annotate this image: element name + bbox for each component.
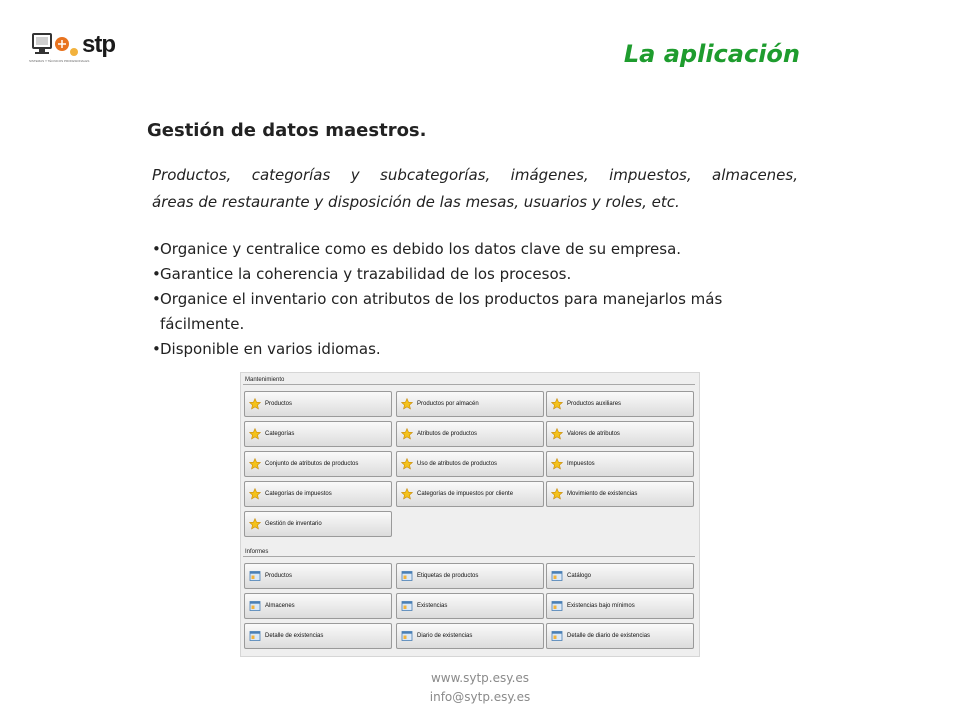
button-atributos-de-productos[interactable] bbox=[396, 421, 544, 447]
button-impuestos[interactable] bbox=[546, 451, 694, 477]
button-label: Productos por almacén bbox=[417, 401, 479, 407]
report-icon bbox=[249, 630, 261, 642]
star-icon bbox=[401, 458, 413, 470]
star-icon bbox=[551, 398, 563, 410]
footer-email[interactable]: info@sytp.esy.es bbox=[429, 690, 531, 704]
star-icon bbox=[249, 428, 261, 440]
button-etiquetas-de-productos[interactable] bbox=[396, 563, 544, 589]
button-label: Productos bbox=[265, 401, 293, 407]
group-label-mantenimiento: Mantenimiento bbox=[245, 377, 285, 383]
feature-item: • Organice y centralice como es debido los datos clave de su empresa. bbox=[152, 237, 798, 262]
report-icon bbox=[401, 630, 413, 642]
button-productos-auxiliares[interactable] bbox=[546, 391, 694, 417]
button-label: Etiquetas de productos bbox=[417, 573, 479, 579]
star-icon bbox=[249, 398, 261, 410]
star-icon bbox=[249, 518, 261, 530]
logo-wordmark: stp bbox=[82, 31, 115, 58]
button-categorias[interactable] bbox=[244, 421, 392, 447]
button-productos-por-almacen[interactable] bbox=[396, 391, 544, 417]
feature-item: • Organice el inventario con atributos de los productos para manejarlos más fácilmente. bbox=[152, 287, 798, 337]
feature-item: • Garantice la coherencia y trazabilidad de los procesos. bbox=[152, 262, 798, 287]
button-label: Uso de atributos de productos bbox=[417, 461, 498, 467]
group-divider bbox=[243, 556, 695, 557]
button-label: Productos auxiliares bbox=[567, 401, 622, 407]
button-label: Impuestos bbox=[567, 461, 595, 467]
intro-line: Productos, categorías y subcategorías, imágenes, impuestos, almacenes, bbox=[152, 166, 798, 184]
button-catalogo[interactable] bbox=[546, 563, 694, 589]
logo-tagline: SISTEMAS Y TÉCNICOS PROFESIONALES bbox=[29, 59, 90, 63]
button-label: Movimiento de existencias bbox=[567, 491, 638, 497]
button-existencias-bajo-minimos[interactable] bbox=[546, 593, 694, 619]
button-label: Categorías bbox=[265, 431, 295, 437]
button-categorias-impuestos-cliente[interactable] bbox=[396, 481, 544, 507]
footer bbox=[400, 669, 560, 707]
report-icon bbox=[249, 600, 261, 612]
button-label: Valores de atributos bbox=[567, 431, 620, 437]
intro-line: áreas de restaurante y disposición de las mesas, usuarios y roles, etc. bbox=[152, 193, 680, 211]
report-icon bbox=[551, 600, 563, 612]
button-diario-de-existencias[interactable] bbox=[396, 623, 544, 649]
button-label: Conjunto de atributos de productos bbox=[265, 461, 359, 467]
report-icon bbox=[401, 570, 413, 582]
button-gestion-de-inventario[interactable] bbox=[244, 511, 392, 537]
report-icon bbox=[551, 630, 563, 642]
group-label-informes: Informes bbox=[245, 549, 269, 555]
button-label: Gestión de inventario bbox=[265, 521, 322, 527]
button-valores-de-atributos[interactable] bbox=[546, 421, 694, 447]
button-label: Detalle de existencias bbox=[265, 633, 324, 639]
button-detalle-de-existencias[interactable] bbox=[244, 623, 392, 649]
report-icon bbox=[249, 570, 261, 582]
report-icon bbox=[551, 570, 563, 582]
feature-list bbox=[152, 237, 798, 362]
button-almacenes[interactable] bbox=[244, 593, 392, 619]
report-icon bbox=[401, 600, 413, 612]
button-label: Catálogo bbox=[567, 573, 592, 579]
button-conjunto-de-atributos[interactable] bbox=[244, 451, 392, 477]
slide-title: La aplicación bbox=[623, 40, 800, 68]
button-label: Atributos de productos bbox=[417, 431, 478, 437]
app-screenshot-panel bbox=[240, 372, 700, 657]
star-icon bbox=[249, 458, 261, 470]
star-icon bbox=[551, 488, 563, 500]
group-divider bbox=[243, 384, 695, 385]
button-label: Categorías de impuestos bbox=[265, 491, 332, 497]
button-movimiento-de-existencias[interactable] bbox=[546, 481, 694, 507]
button-label: Almacenes bbox=[265, 603, 295, 609]
button-label: Productos bbox=[265, 573, 293, 579]
button-informe-productos[interactable] bbox=[244, 563, 392, 589]
star-icon bbox=[551, 458, 563, 470]
button-label: Diario de existencias bbox=[417, 633, 473, 639]
section-title: Gestión de datos maestros. bbox=[147, 120, 427, 141]
button-label: Detalle de diario de existencias bbox=[567, 633, 651, 639]
star-icon bbox=[401, 488, 413, 500]
intro-paragraph bbox=[152, 162, 798, 216]
star-icon bbox=[401, 428, 413, 440]
button-detalle-diario-existencias[interactable] bbox=[546, 623, 694, 649]
footer-website[interactable]: www.sytp.esy.es bbox=[430, 671, 530, 685]
star-icon bbox=[551, 428, 563, 440]
button-label: Existencias bbox=[417, 603, 448, 609]
feature-item: • Disponible en varios idiomas. bbox=[152, 337, 798, 362]
star-icon bbox=[249, 488, 261, 500]
star-icon bbox=[401, 398, 413, 410]
button-label: Existencias bajo mínimos bbox=[567, 603, 635, 609]
button-existencias[interactable] bbox=[396, 593, 544, 619]
button-productos[interactable] bbox=[244, 391, 392, 417]
button-categorias-de-impuestos[interactable] bbox=[244, 481, 392, 507]
button-uso-de-atributos[interactable] bbox=[396, 451, 544, 477]
button-label: Categorías de impuestos por cliente bbox=[417, 491, 514, 497]
